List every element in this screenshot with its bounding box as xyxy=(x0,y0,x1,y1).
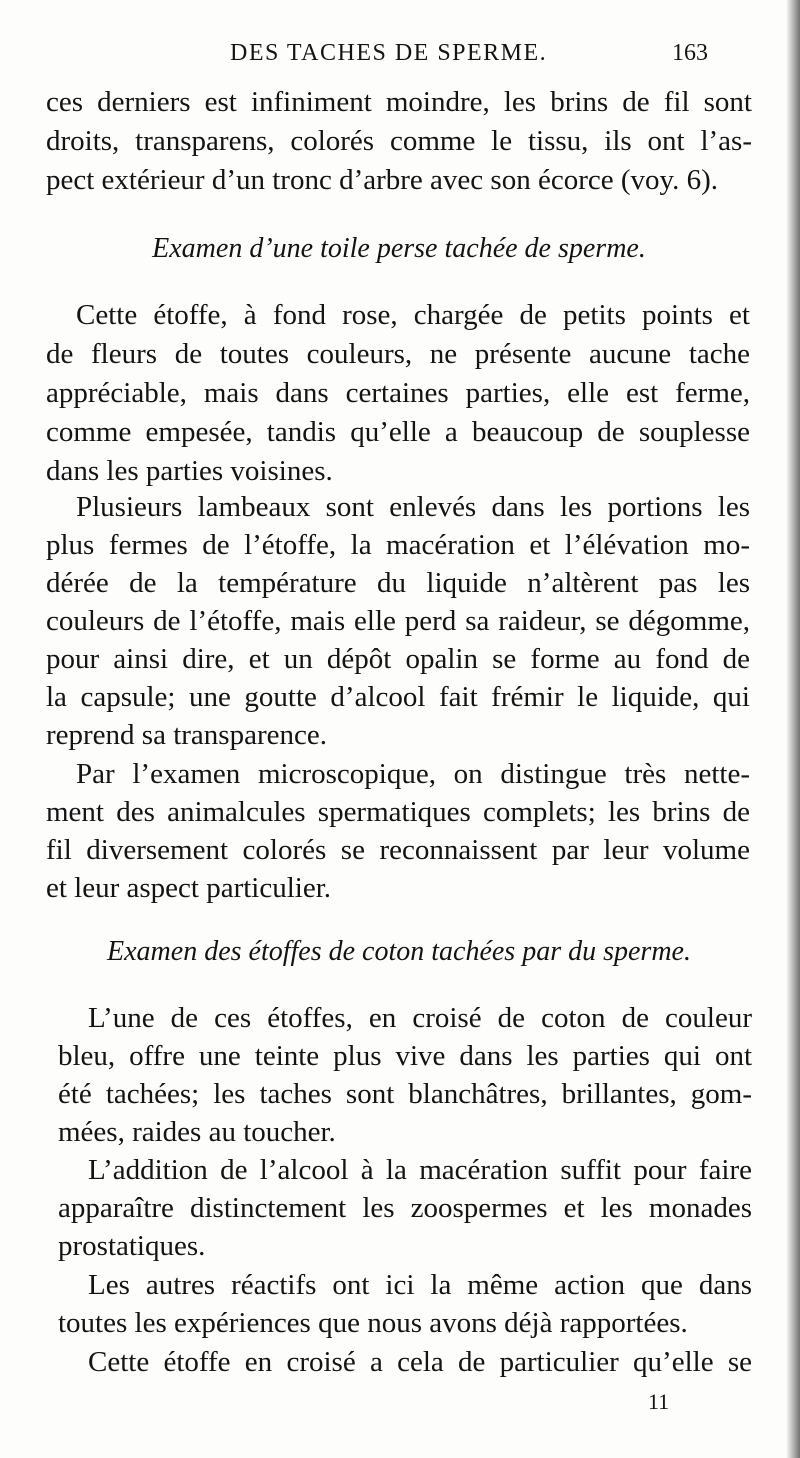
text-line: la capsule; une goutte d’alcool fait frémir le liquide, qui xyxy=(46,681,750,713)
text-line: comme empesée, tandis qu’elle a beaucoup de souplesse xyxy=(46,416,750,448)
text-line: été tachées; les taches sont blanchâtres, brillantes, gom- xyxy=(58,1078,752,1110)
signature-mark: 11 xyxy=(648,1389,670,1414)
text-line: dans les parties voisines. xyxy=(46,455,333,487)
text-line: de fleurs de toutes couleurs, ne présente aucune tache xyxy=(46,338,750,370)
text-line: ces derniers est infiniment moindre, les brins de fil sont xyxy=(46,86,752,118)
text-line: fil diversement colorés se reconnaissent par leur volume xyxy=(46,834,750,866)
text-line: toutes les expériences que nous avons déjà rapportées. xyxy=(58,1307,688,1339)
text-line: couleurs de l’étoffe, mais elle perd sa raideur, se dégomme, xyxy=(46,605,750,637)
page-number: 163 xyxy=(672,40,708,66)
text-line: appréciable, mais dans certaines parties, elle est ferme, xyxy=(46,377,750,409)
text-line: ment des animalcules spermatiques complets; les brins de xyxy=(46,796,750,828)
text-line: droits, transparens, colorés comme le tissu, ils ont l’as- xyxy=(46,125,752,157)
text-line: pect extérieur d’un tronc d’arbre avec son écorce (voy. 6). xyxy=(46,164,719,196)
running-title: DES TACHES DE SPERME. xyxy=(230,40,548,66)
text-line: reprend sa transparence. xyxy=(46,719,327,751)
text-line: Plusieurs lambeaux sont enlevés dans les portions les xyxy=(76,491,750,523)
text-line: prostatiques. xyxy=(58,1230,206,1262)
section-heading: Examen d’une toile perse tachée de sperme. xyxy=(152,233,646,264)
text-line: mées, raides au toucher. xyxy=(58,1116,336,1148)
text-line: pour ainsi dire, et un dépôt opalin se forme au fond de xyxy=(46,643,750,675)
text-line: apparaître distinctement les zoospermes et les monades xyxy=(58,1192,752,1224)
page-header xyxy=(0,40,800,76)
text-line: Cette étoffe, à fond rose, chargée de petits points et xyxy=(76,299,750,331)
section-heading: Examen des étoffes de coton tachées par du sperme. xyxy=(107,936,691,967)
text-line: Cette étoffe en croisé a cela de particulier qu’elle se xyxy=(88,1346,752,1378)
text-line: bleu, offre une teinte plus vive dans les parties qui ont xyxy=(58,1040,752,1072)
text-line: Par l’examen microscopique, on distingue très nette- xyxy=(76,758,750,790)
text-line: plus fermes de l’étoffe, la macération et l’élévation mo- xyxy=(46,529,750,561)
text-line: dérée de la température du liquide n’altèrent pas les xyxy=(46,567,750,599)
text-line: L’une de ces étoffes, en croisé de coton de couleur xyxy=(88,1002,752,1034)
text-line: L’addition de l’alcool à la macération suffit pour faire xyxy=(88,1154,752,1186)
text-line: et leur aspect particulier. xyxy=(46,872,332,904)
text-line: Les autres réactifs ont ici la même action que dans xyxy=(88,1269,752,1301)
page-edge-shadow xyxy=(786,0,800,1458)
